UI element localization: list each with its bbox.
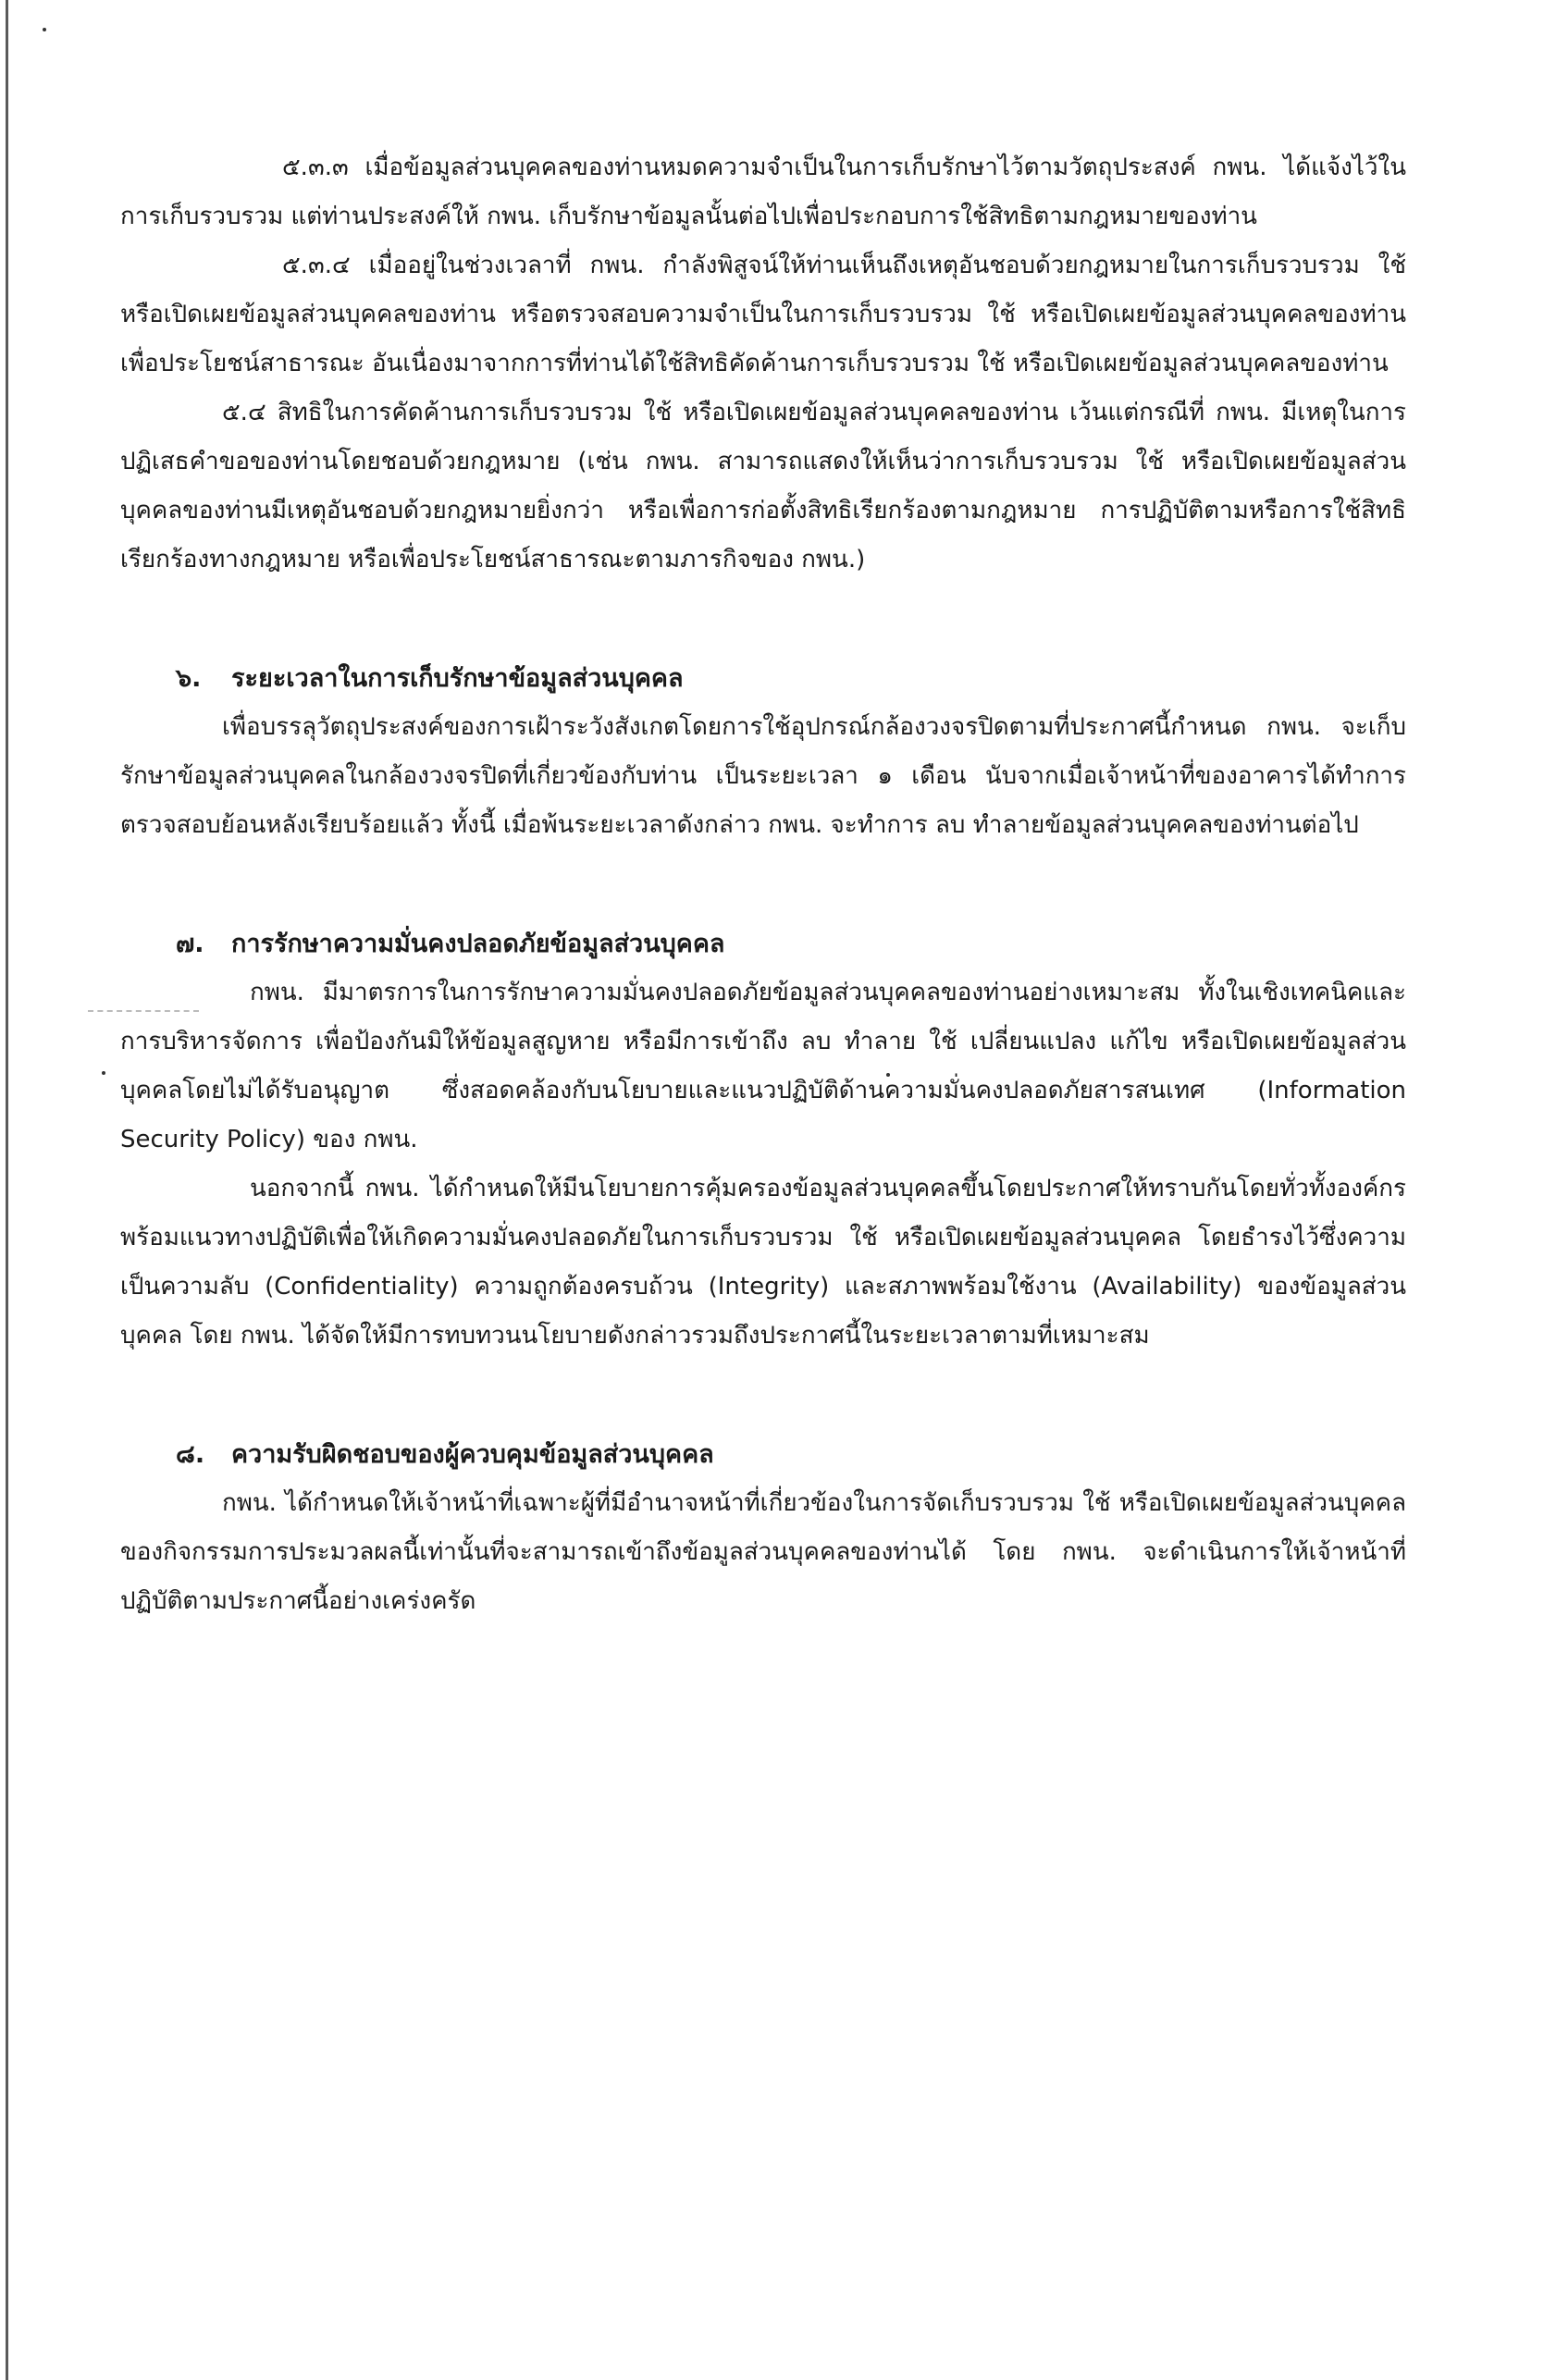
section-6-body: เพื่อบรรลุวัตถุประสงค์ของการเฝ้าระวังสังเกตโดยการใช้อุปกรณ์กล้องวงจรปิดตามที่ประกาศนี้กำหนด กพน. จะเก็บรักษาข้อมูลส่วนบุคคลในกล้องวงจรปิดที่เกี่ยวข้องกับท่าน เป็นระยะเวลา ๑ เดือน นับจากเมื่อเจ้าหน้าที่ของอาคารได้ทำการตรวจสอบย้อนหลังเรียบร้อยแล้ว ทั้งนี้ เมื่อพ้นระยะเวลาดังกล่าว กพน. จะทำการ ลบ ทำลายข้อมูลส่วนบุคคลของท่านต่อไป (120, 713, 1406, 839)
document-body (120, 143, 1406, 1626)
section-8-heading (120, 1430, 1406, 1479)
section-7-title: การรักษาความมั่นคงปลอดภัยข้อมูลส่วนบุคคล (231, 930, 725, 958)
section-6-number: ๖. (176, 664, 202, 693)
section-7-body-1: กพน. มีมาตรการในการรักษาความมั่นคงปลอดภัยข้อมูลส่วนบุคคลของท่านอย่างเหมาะสม ทั้งในเชิงเทคนิคและการบริหารจัดการ เพื่อป้องกันมิให้ข้อมูลสูญหาย หรือมีการเข้าถึง ลบ ทำลาย ใช้ เปลี่ยนแปลง แก้ไข หรือเปิดเผยข้อมูลส่วนบุคคลโดยไม่ได้รับอนุญาต ซึ่งสอดคล้องกับนโยบายและแนวปฏิบัติด้านความมั่นคงปลอดภัยสารสนเทศ (Information Security Policy) ของ กพน. (120, 979, 1406, 1153)
section-6-heading (120, 654, 1406, 703)
scan-speck (43, 28, 46, 31)
section-6 (120, 654, 1406, 850)
section-8-number: ๘. (176, 1440, 205, 1469)
scan-edge-line (6, 0, 8, 2380)
section-7-heading (120, 919, 1406, 968)
section-8-body: กพน. ได้กำหนดให้เจ้าหน้าที่เฉพาะผู้ที่มีอำนาจหน้าที่เกี่ยวข้องในการจัดเก็บรวบรวม ใช้ หรือเปิดเผยข้อมูลส่วนบุคคลของกิจกรรมการประมวลผลนี้เท่านั้นที่จะสามารถเข้าถึงข้อมูลส่วนบุคคลของท่านได้ โดย กพน. จะดำเนินการให้เจ้าหน้าที่ปฏิบัติตามประกาศนี้อย่างเคร่งครัด (120, 1489, 1406, 1615)
scan-speck (102, 1071, 105, 1075)
section-7-body-2: นอกจากนี้ กพน. ได้กำหนดให้มีนโยบายการคุ้มครองข้อมูลส่วนบุคคลขึ้นโดยประกาศให้ทราบกันโดยทั่วทั้งองค์กร พร้อมแนวทางปฏิบัติเพื่อให้เกิดความมั่นคงปลอดภัยในการเก็บรวบรวม ใช้ หรือเปิดเผยข้อมูลส่วนบุคคล โดยธำรงไว้ซึ่งความเป็นความลับ (Confidentiality) ความถูกต้องครบถ้วน (Integrity) และสภาพพร้อมใช้งาน (Availability) ของข้อมูลส่วนบุคคล โดย กพน. ได้จัดให้มีการทบทวนนโยบายดังกล่าวรวมถึงประกาศนี้ในระยะเวลาตามที่เหมาะสม (120, 1175, 1406, 1350)
paragraph-5-3-4: ๕.๓.๔ เมื่ออยู่ในช่วงเวลาที่ กพน. กำลังพิสูจน์ให้ท่านเห็นถึงเหตุอันชอบด้วยกฎหมายในการเก็บรวบรวม ใช้หรือเปิดเผยข้อมูลส่วนบุคคลของท่าน หรือตรวจสอบความจำเป็นในการเก็บรวบรวม ใช้ หรือเปิดเผยข้อมูลส่วนบุคคลของท่านเพื่อประโยชน์สาธารณะ อันเนื่องมาจากการที่ท่านได้ใช้สิทธิคัดค้านการเก็บรวบรวม ใช้ หรือเปิดเผยข้อมูลส่วนบุคคลของท่าน (120, 252, 1406, 377)
section-6-title: ระยะเวลาในการเก็บรักษาข้อมูลส่วนบุคคล (231, 664, 684, 693)
section-7-number: ๗. (176, 930, 204, 958)
paragraph-5-4: ๕.๔ สิทธิในการคัดค้านการเก็บรวบรวม ใช้ หรือเปิดเผยข้อมูลส่วนบุคคลของท่าน เว้นแต่กรณีที่ กพน. มีเหตุในการปฏิเสธคำขอของท่านโดยชอบด้วยกฎหมาย (เช่น กพน. สามารถแสดงให้เห็นว่าการเก็บรวบรวม ใช้ หรือเปิดเผยข้อมูลส่วนบุคคลของท่านมีเหตุอันชอบด้วยกฎหมายยิ่งกว่า หรือเพื่อการก่อตั้งสิทธิเรียกร้องตามกฎหมาย การปฏิบัติตามหรือการใช้สิทธิเรียกร้องทางกฎหมาย หรือเพื่อประโยชน์สาธารณะตามภารกิจของ กพน.) (120, 399, 1406, 573)
section-8-title: ความรับผิดชอบของผู้ควบคุมข้อมูลส่วนบุคคล (231, 1440, 714, 1469)
section-8 (120, 1430, 1406, 1626)
section-7 (120, 919, 1406, 1361)
paragraph-5-3-3: ๕.๓.๓ เมื่อข้อมูลส่วนบุคคลของท่านหมดความจำเป็นในการเก็บรักษาไว้ตามวัตถุประสงค์ กพน. ได้แจ้งไว้ในการเก็บรวบรวม แต่ท่านประสงค์ให้ กพน. เก็บรักษาข้อมูลนั้นต่อไปเพื่อประกอบการใช้สิทธิตามกฎหมายของท่าน (120, 154, 1406, 230)
